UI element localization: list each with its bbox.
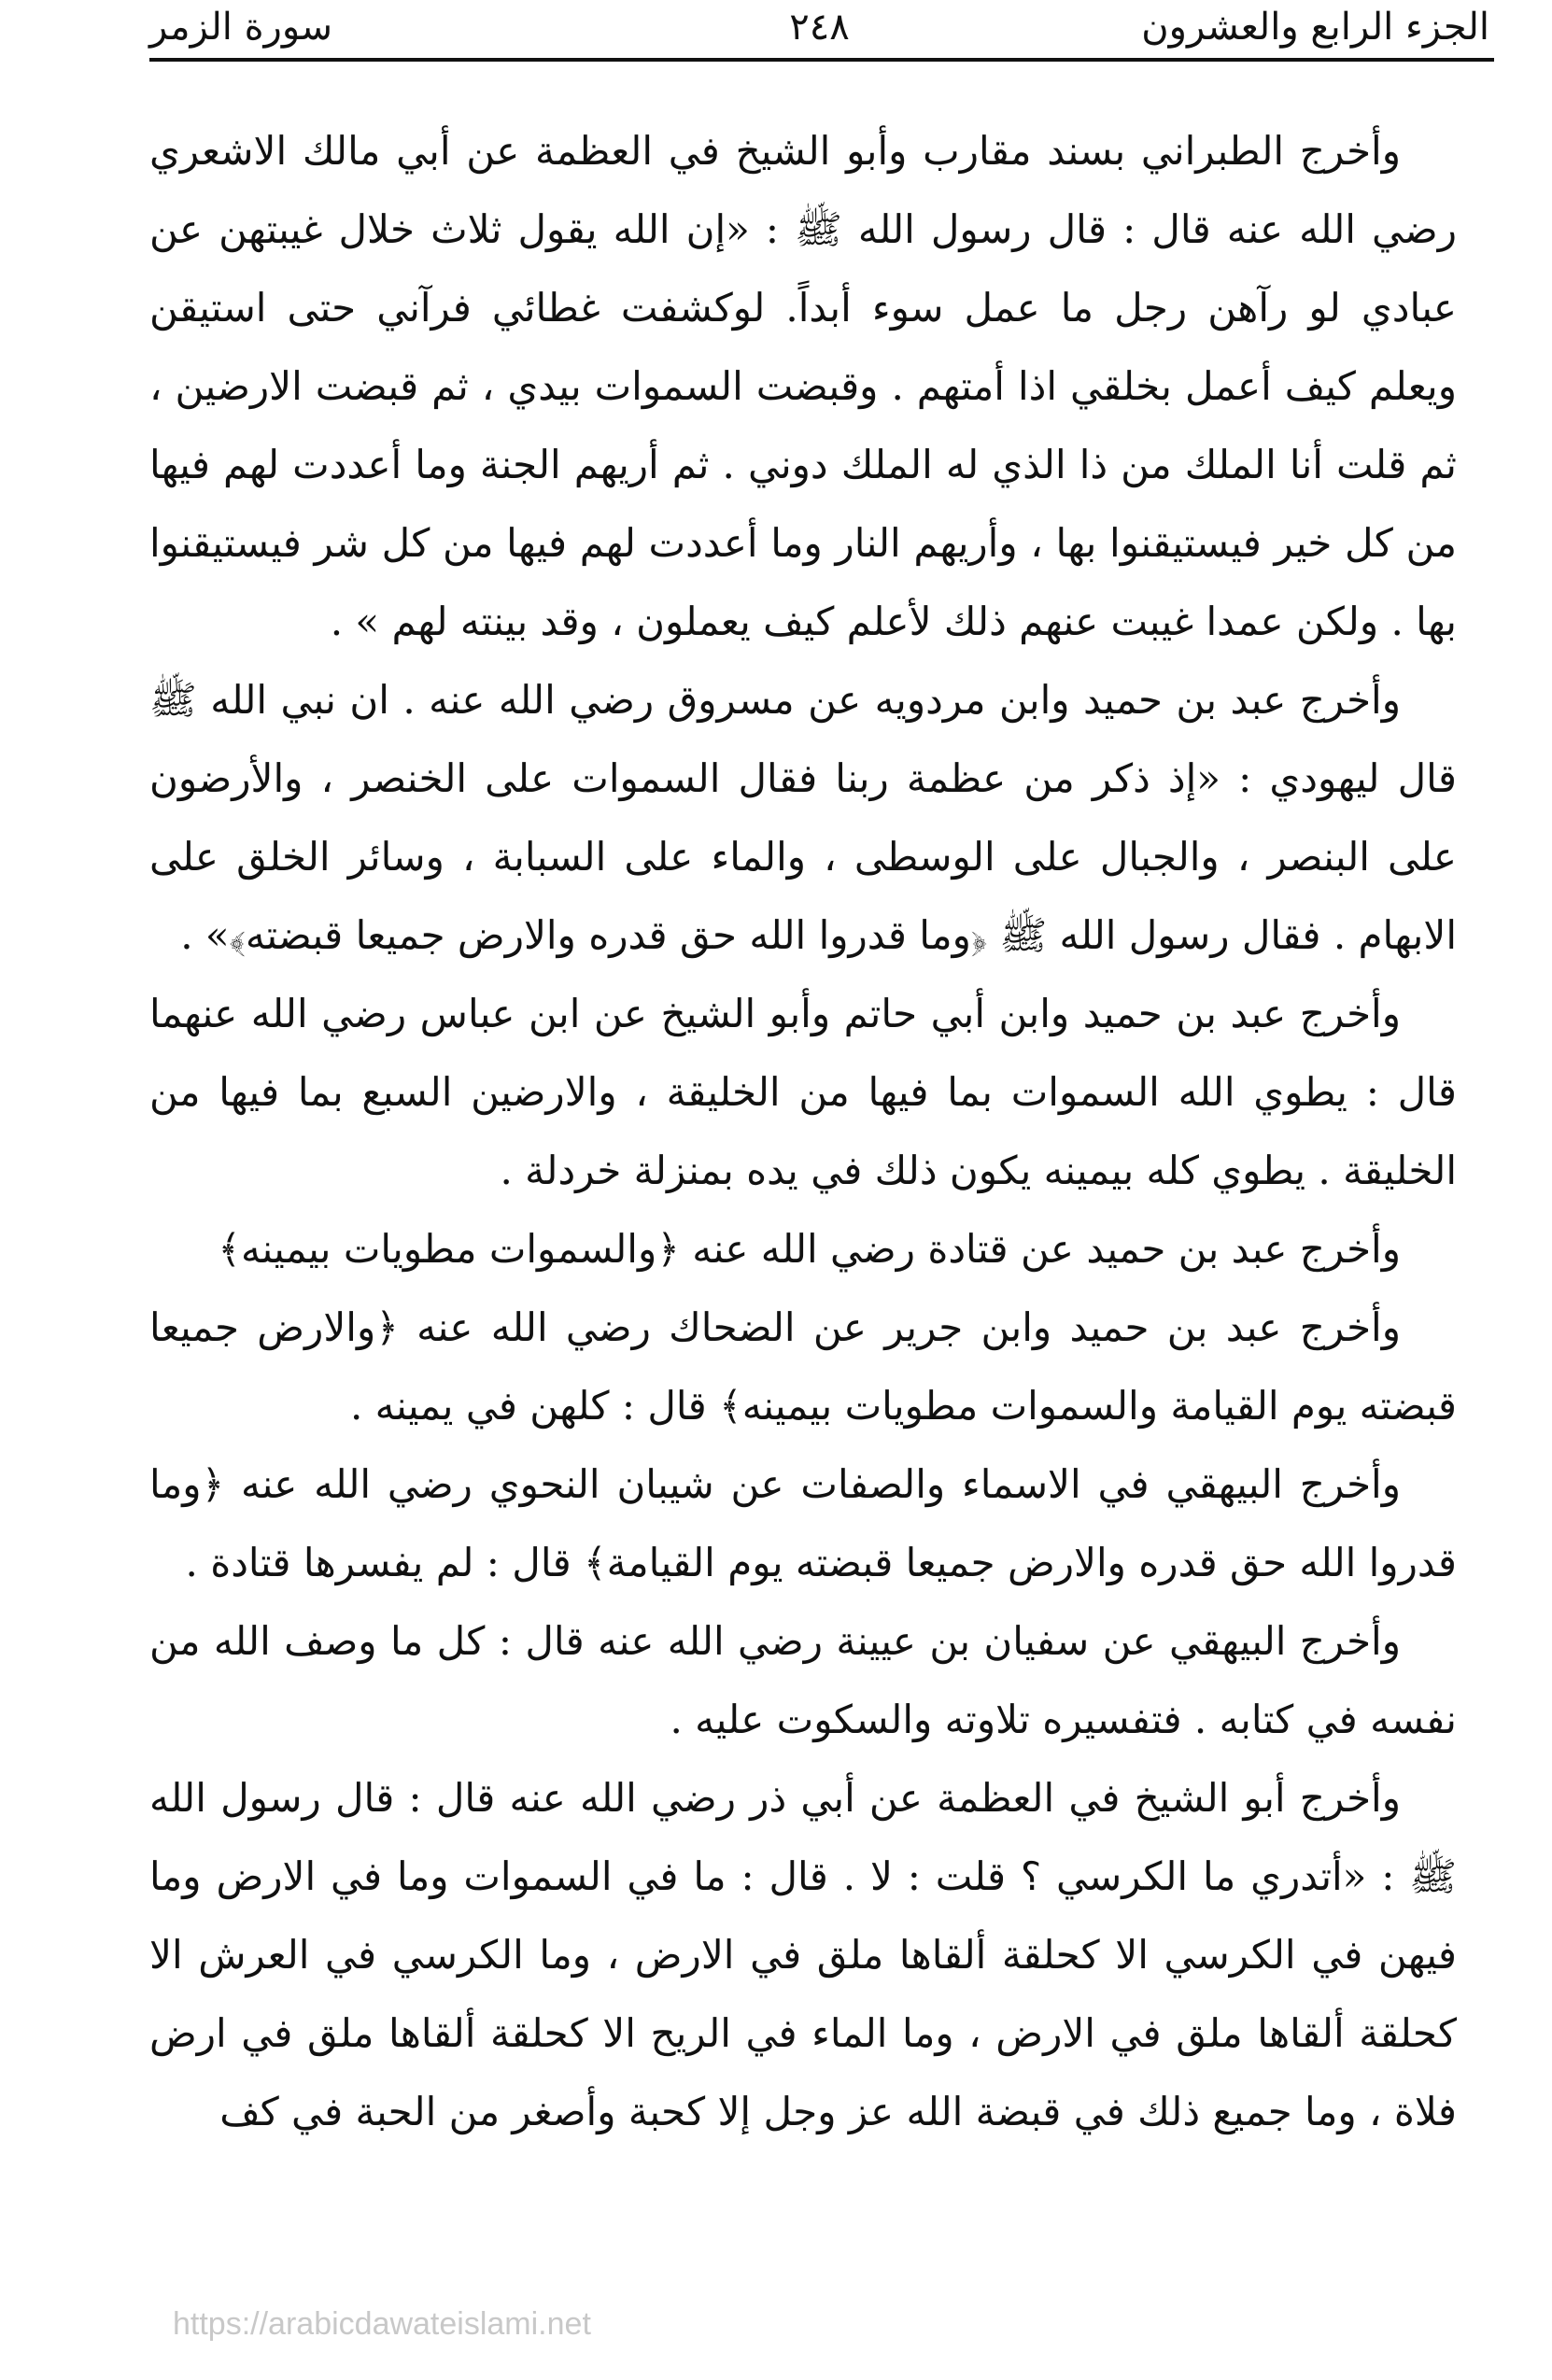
paragraph: وأخرج عبد بن حميد وابن جرير عن الضحاك رضي الله عنه ﴿والارض جميعا قبضته يوم القيامة والسموات مطويات بيمينه﴾ قال : كلهن في يمينه .: [149, 1304, 1457, 1429]
page-header: [149, 0, 1489, 58]
paragraph: وأخرج عبد بن حميد وابن مردويه عن مسروق رضي الله عنه . ان نبي الله ﷺ قال ليهودي : «إذ ذكر من عظمة ربنا فقال السموات على الخنصر ، والأرضون على البنصر ، والجبال على الوسطى ، والماء على السبابة ، وسائر الخلق على الابهام . فقال رسول الله ﷺ ﴿وما قدروا الله حق قدره والارض جميعا قبضته﴾» .: [149, 677, 1457, 958]
page-body: [149, 112, 1457, 2151]
paragraph: وأخرج البيهقي عن سفيان بن عيينة رضي الله عنه قال : كل ما وصف الله من نفسه في كتابه . فتفسيره تلاوته والسكوت عليه .: [149, 1618, 1457, 1742]
header-divider: [149, 58, 1494, 62]
paragraph: وأخرج الطبراني بسند مقارب وأبو الشيخ في العظمة عن أبي مالك الاشعري رضي الله عنه قال : قال رسول الله ﷺ : «إن الله يقول ثلاث خلال غيبتهن عن عبادي لو رآهن رجل ما عمل سوء أبداً. لوكشفت غطائي فرآني حتى استيقن ويعلم كيف أعمل بخلقي اذا أمتهم . وقبضت السموات بيدي ، ثم قبضت الارضين ، ثم قلت أنا الملك من ذا الذي له الملك دوني . ثم أريهم الجنة وما أعددت لهم فيها من كل خير فيستيقنوا بها ، وأريهم النار وما أعددت لهم فيها من كل شر فيستيقنوا بها . ولكن عمدا غيبت عنهم ذلك لأعلم كيف يعملون ، وقد بينته لهم » .: [149, 128, 1457, 644]
paragraph: وأخرج أبو الشيخ في العظمة عن أبي ذر رضي الله عنه قال : قال رسول الله ﷺ : «أتدري ما الكرسي ؟ قلت : لا . قال : ما في السموات وما في الارض وما فيهن في الكرسي الا كحلقة ألقاها ملق في الارض ، وما الكرسي في العرش الا كحلقة ألقاها ملق في الارض ، وما الماء في الريح الا كحلقة ألقاها ملق في ارض فلاة ، وما جميع ذلك في قبضة الله عز وجل إلا كحبة وأصغر من الحبة في كف: [149, 1775, 1457, 2134]
surah-title: سورة الزمر: [149, 6, 333, 49]
watermark-url: https://arabicdawateislami.net: [173, 2306, 591, 2342]
paragraph: وأخرج عبد بن حميد وابن أبي حاتم وأبو الشيخ عن ابن عباس رضي الله عنهما قال : يطوي الله السموات بما فيها من الخليقة ، والارضين السبع بما فيها من الخليقة . يطوي كله بيمينه يكون ذلك في يده بمنزلة خردلة .: [149, 991, 1457, 1193]
paragraph: وأخرج عبد بن حميد عن قتادة رضي الله عنه ﴿والسموات مطويات بيمينه﴾: [218, 1226, 1401, 1272]
paragraph: وأخرج البيهقي في الاسماء والصفات عن شيبان النحوي رضي الله عنه ﴿وما قدروا الله حق قدره والارض جميعا قبضته يوم القيامة﴾ قال : لم يفسرها قتادة .: [149, 1461, 1457, 1585]
part-title: الجزء الرابع والعشرون: [1141, 6, 1489, 49]
page-number: ٢٤٨: [789, 6, 850, 49]
